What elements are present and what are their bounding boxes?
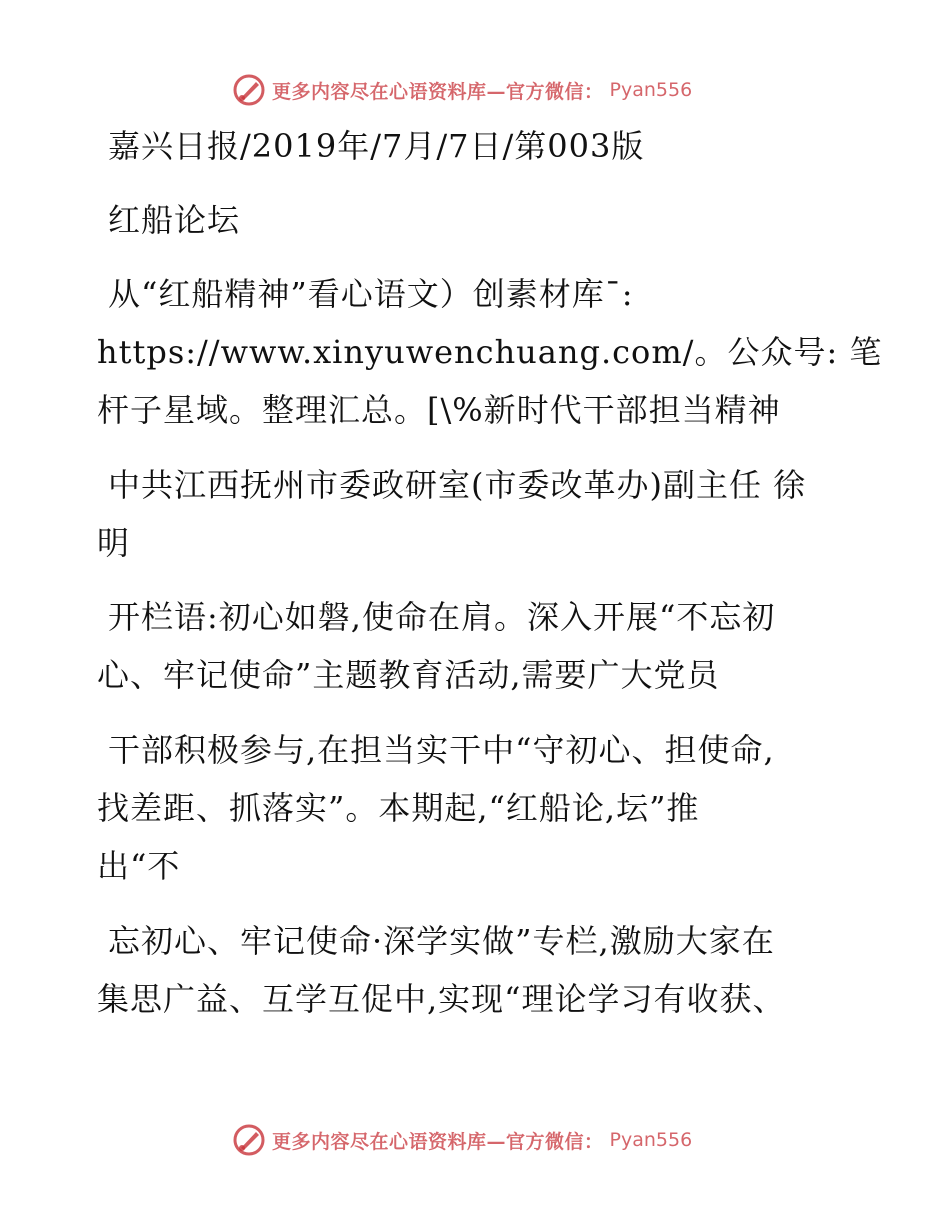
text-line: 中共江西抚州市委政研室(市委改革办)副主任 徐 — [108, 466, 807, 504]
text-line: 心、牢记使命”主题教育活动,需要广大党员 — [97, 656, 720, 694]
brush-seal-icon — [232, 73, 266, 107]
watermark-banner-top — [232, 70, 692, 110]
watermark-account: Pyan556 — [609, 79, 693, 101]
text-line: 杆子星域。整理汇总。[\%新时代干部担当精神 — [97, 391, 781, 429]
text-line: 嘉兴日报/2019年/7月/7日/第003版 — [108, 127, 645, 165]
watermark-text: 更多内容尽在心语资料库—官方微信： — [272, 80, 604, 103]
text-line: 干部积极参与,在担当实干中“守初心、担使命, — [108, 731, 775, 769]
text-line: 明 — [97, 524, 131, 562]
text-line: 集思广益、互学互促中,实现“理论学习有收获、 — [97, 980, 786, 1018]
watermark-account: Pyan556 — [609, 1129, 693, 1151]
text-line: 忘初心、牢记使命·深学实做”专栏,激励大家在 — [108, 922, 775, 960]
text-line: https://www.xinyuwenchuang.com/。公众号: 笔 — [97, 333, 883, 371]
brush-seal-icon — [232, 1123, 266, 1157]
text-line: 找差距、抓落实”。本期起,“红船论,坛”推 — [97, 789, 700, 827]
text-line: 开栏语:初心如磐,使命在肩。深入开展“不忘初 — [108, 598, 776, 636]
text-line: 红船论坛 — [108, 201, 241, 239]
text-line: 出“不 — [97, 847, 181, 885]
watermark-banner-bottom — [232, 1120, 692, 1160]
watermark-text: 更多内容尽在心语资料库—官方微信： — [272, 1130, 604, 1153]
text-line: 从“红船精神”看心语文）创素材库¯: — [108, 275, 634, 313]
